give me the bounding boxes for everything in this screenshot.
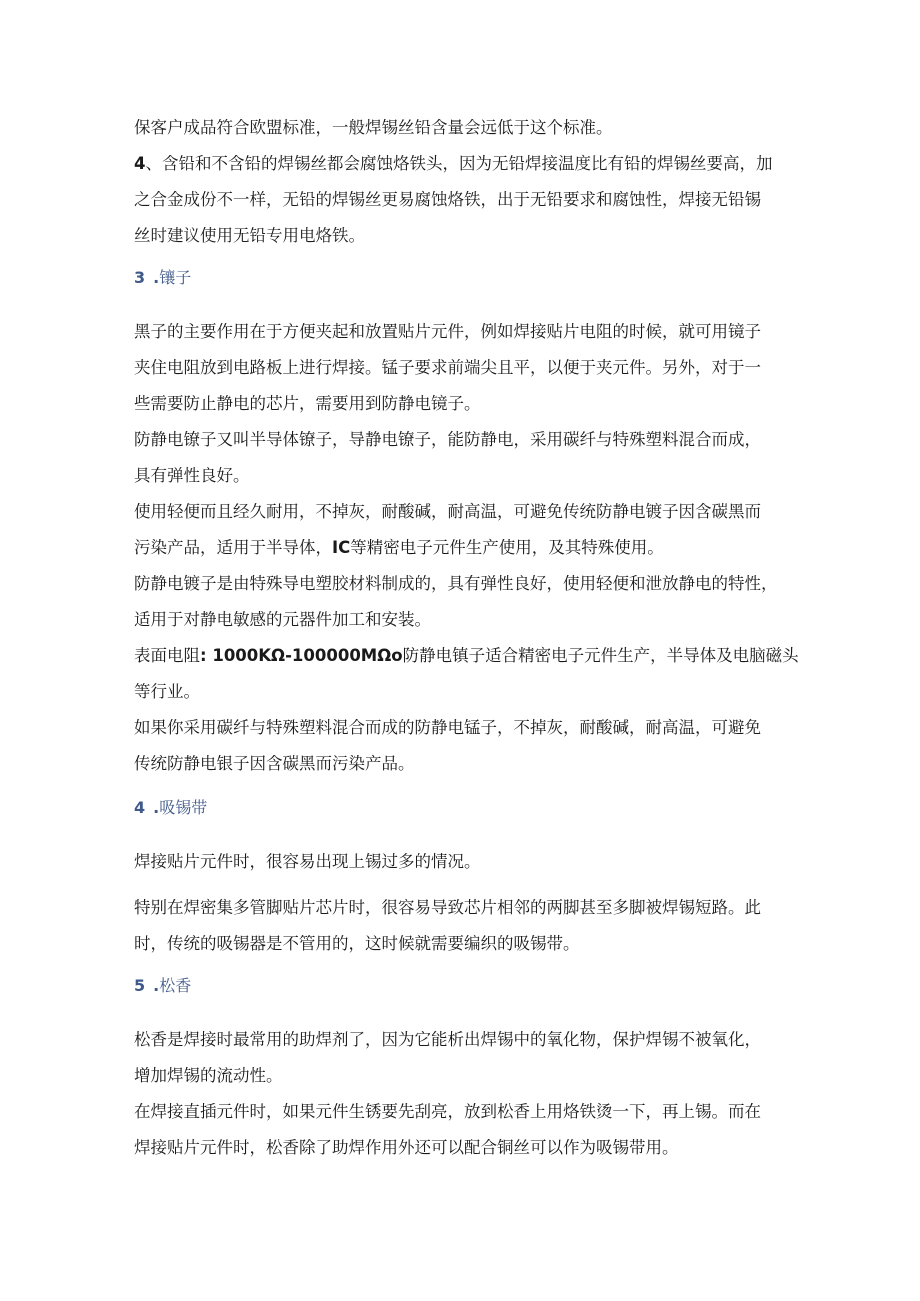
paragraph-text: 表面电阻 xyxy=(134,646,200,665)
section-heading-3 xyxy=(134,266,191,290)
paragraph-line: 防静电镀子是由特殊导电塑胶材料制成的，具有弹性良好，使用轻便和泄放静电的特性， xyxy=(134,574,778,593)
paragraph-line: 焊接贴片元件时，松香除了助焊作用外还可以配合铜丝可以作为吸锡带用。 xyxy=(134,1138,679,1157)
heading-number: 4 xyxy=(134,798,146,817)
paragraph-line: 使用轻便而且经久耐用，不掉灰，耐酸碱，耐高温，可避免传统防静电镀子因含碳黑而 xyxy=(134,502,761,521)
heading-title: 松香 xyxy=(159,976,192,995)
paragraph-text: 污染产品，适用于半导体， xyxy=(134,538,332,557)
paragraph-line xyxy=(134,536,664,560)
paragraph-line xyxy=(134,644,799,668)
paragraph-line: 保客户成品符合欧盟标准，一般焊锡丝铅含量会远低于这个标准。 xyxy=(134,118,613,137)
heading-number: 3 xyxy=(134,268,146,287)
paragraph-line: 之合金成份不一样，无铅的焊锡丝更易腐蚀烙铁，出于无铅要求和腐蚀性，焊接无铅锡 xyxy=(134,190,761,209)
paragraph-line: 丝时建议使用无铅专用电烙铁。 xyxy=(134,226,365,245)
heading-number: 5 xyxy=(134,976,146,995)
paragraph-text: 防静电镇子适合精密电子元件生产，半导体及电脑磁头 xyxy=(402,646,799,665)
paragraph-line: 等行业。 xyxy=(134,682,200,701)
section-heading-5 xyxy=(134,974,191,998)
heading-title: 吸锡带 xyxy=(159,798,208,817)
paragraph-line: 松香是焊接时最常用的助焊剂了，因为它能析出焊锡中的氧化物，保护焊锡不被氧化， xyxy=(134,1030,761,1049)
heading-title: 镶子 xyxy=(159,268,192,287)
paragraph-line: 传统防静电银子因含碳黑而污染产品。 xyxy=(134,754,415,773)
paragraph-line: 适用于对静电敏感的元器件加工和安装。 xyxy=(134,610,431,629)
item-number: 4 xyxy=(134,154,146,173)
heading-dot: . xyxy=(153,976,160,995)
paragraph-line: 些需要防止静电的芯片，需要用到防静电镜子。 xyxy=(134,394,481,413)
paragraph-text: 等精密电子元件生产使用，及其特殊使用。 xyxy=(350,538,664,557)
paragraph-line: 防静电镣子又叫半导体镣子，导静电镣子，能防静电，采用碳纤与特殊塑料混合而成， xyxy=(134,430,761,449)
heading-dot: . xyxy=(153,798,160,817)
paragraph-line: 焊接贴片元件时，很容易出现上锡过多的情况。 xyxy=(134,852,481,871)
paragraph-line: 黑子的主要作用在于方便夹起和放置贴片元件，例如焊接贴片电阻的时候，就可用镜子 xyxy=(134,322,761,341)
heading-dot: . xyxy=(153,268,160,287)
ic-term: IC xyxy=(332,538,351,557)
paragraph-line: 如果你采用碳纤与特殊塑料混合而成的防静电锰子，不掉灰，耐酸碱，耐高温，可避免 xyxy=(134,718,761,737)
section-heading-4 xyxy=(134,796,207,820)
paragraph-text: 、含铅和不含铅的焊锡丝都会腐蚀烙铁头，因为无铅焊接温度比有铅的焊锡丝要高，加 xyxy=(145,154,773,173)
paragraph-line: 增加焊锡的流动性。 xyxy=(134,1066,283,1085)
paragraph-line xyxy=(134,152,772,176)
paragraph-line: 时，传统的吸锡器是不管用的，这时候就需要编织的吸锡带。 xyxy=(134,934,580,953)
resistance-value: : 1000KΩ-100000MΩo xyxy=(200,646,403,665)
paragraph-line: 特别在焊密集多管脚贴片芯片时，很容易导致芯片相邻的两脚甚至多脚被焊锡短路。此 xyxy=(134,898,761,917)
paragraph-line: 夹住电阻放到电路板上进行焊接。锰子要求前端尖且平，以便于夹元件。另外，对于一 xyxy=(134,358,761,377)
paragraph-line: 在焊接直插元件时，如果元件生锈要先刮亮，放到松香上用烙铁烫一下，再上锡。而在 xyxy=(134,1102,761,1121)
paragraph-line: 具有弹性良好。 xyxy=(134,466,250,485)
